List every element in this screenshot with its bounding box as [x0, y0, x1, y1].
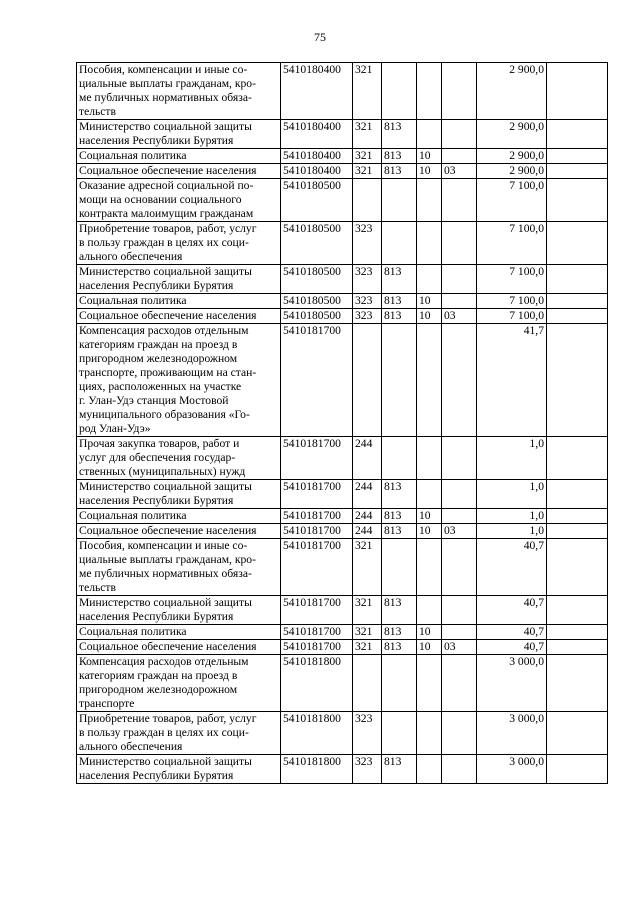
- expense-type-cell: 321: [353, 625, 382, 640]
- amount-cell: 40,7: [477, 539, 547, 596]
- section-cell: [417, 480, 442, 509]
- target-article-cell: 5410181700: [281, 509, 353, 524]
- budget-manager-cell: 813: [382, 309, 417, 324]
- table-row: [77, 480, 608, 509]
- subsection-cell: [442, 596, 477, 625]
- target-article-cell: 5410181800: [281, 655, 353, 712]
- section-cell: 10: [417, 640, 442, 655]
- target-article-cell: 5410181700: [281, 539, 353, 596]
- extra-empty-cell: [547, 179, 608, 222]
- expense-type-cell: 321: [353, 539, 382, 596]
- target-article-cell: 5410181700: [281, 625, 353, 640]
- target-article-cell: 5410181700: [281, 640, 353, 655]
- target-article-cell: 5410180500: [281, 309, 353, 324]
- target-article-cell: 5410180500: [281, 265, 353, 294]
- extra-empty-cell: [547, 712, 608, 755]
- row-name-cell: Оказание адресной социальной по- мощи на основании социального контракта малоимущим гражданам: [77, 179, 281, 222]
- extra-empty-cell: [547, 164, 608, 179]
- budget-manager-cell: [382, 655, 417, 712]
- target-article-cell: 5410180500: [281, 222, 353, 265]
- section-cell: [417, 179, 442, 222]
- row-name-cell: Социальное обеспечение населения: [77, 524, 281, 539]
- expense-type-cell: 244: [353, 437, 382, 480]
- table-row: [77, 437, 608, 480]
- extra-empty-cell: [547, 265, 608, 294]
- budget-manager-cell: [382, 324, 417, 437]
- row-name-cell: Социальное обеспечение населения: [77, 309, 281, 324]
- amount-cell: 1,0: [477, 480, 547, 509]
- extra-empty-cell: [547, 755, 608, 784]
- section-cell: [417, 63, 442, 120]
- expense-type-cell: [353, 324, 382, 437]
- row-name-cell: Компенсация расходов отдельным категориям граждан на проезд в пригородном железнодорожном транспорте: [77, 655, 281, 712]
- section-cell: [417, 712, 442, 755]
- table-row: [77, 324, 608, 437]
- expense-type-cell: 321: [353, 120, 382, 149]
- subsection-cell: [442, 480, 477, 509]
- section-cell: [417, 222, 442, 265]
- extra-empty-cell: [547, 222, 608, 265]
- expense-type-cell: 244: [353, 509, 382, 524]
- expense-type-cell: 321: [353, 596, 382, 625]
- budget-manager-cell: 813: [382, 164, 417, 179]
- budget-manager-cell: [382, 179, 417, 222]
- budget-manager-cell: 813: [382, 265, 417, 294]
- target-article-cell: 5410181700: [281, 480, 353, 509]
- subsection-cell: [442, 63, 477, 120]
- amount-cell: 2 900,0: [477, 120, 547, 149]
- section-cell: [417, 265, 442, 294]
- expense-type-cell: 323: [353, 712, 382, 755]
- section-cell: 10: [417, 524, 442, 539]
- subsection-cell: [442, 120, 477, 149]
- amount-cell: 7 100,0: [477, 309, 547, 324]
- subsection-cell: [442, 222, 477, 265]
- extra-empty-cell: [547, 324, 608, 437]
- section-cell: 10: [417, 625, 442, 640]
- section-cell: 10: [417, 309, 442, 324]
- amount-cell: 1,0: [477, 509, 547, 524]
- row-name-cell: Компенсация расходов отдельным категориям граждан на проезд в пригородном железнодорожном транспорте, проживающим на стан- циях, расположенных на участке г. Улан-Удэ станция Мостовой муниципального образования «Го- род Улан-Удэ»: [77, 324, 281, 437]
- table-row: [77, 222, 608, 265]
- section-cell: 10: [417, 149, 442, 164]
- amount-cell: 3 000,0: [477, 655, 547, 712]
- table-row: [77, 539, 608, 596]
- subsection-cell: [442, 437, 477, 480]
- amount-cell: 40,7: [477, 640, 547, 655]
- expense-type-cell: 321: [353, 640, 382, 655]
- row-name-cell: Министерство социальной защиты населения Республики Бурятия: [77, 265, 281, 294]
- target-article-cell: 5410181700: [281, 524, 353, 539]
- subsection-cell: [442, 294, 477, 309]
- amount-cell: 40,7: [477, 596, 547, 625]
- table-row: [77, 63, 608, 120]
- budget-manager-cell: 813: [382, 509, 417, 524]
- extra-empty-cell: [547, 596, 608, 625]
- target-article-cell: 5410180400: [281, 120, 353, 149]
- amount-cell: 3 000,0: [477, 755, 547, 784]
- budget-manager-cell: 813: [382, 755, 417, 784]
- target-article-cell: 5410180400: [281, 149, 353, 164]
- row-name-cell: Пособия, компенсации и иные со- циальные выплаты гражданам, кро- ме публичных нормативных обяза- тельств: [77, 539, 281, 596]
- table-row: [77, 755, 608, 784]
- amount-cell: 2 900,0: [477, 149, 547, 164]
- section-cell: [417, 539, 442, 596]
- row-name-cell: Приобретение товаров, работ, услуг в пользу граждан в целях их соци- ального обеспечения: [77, 712, 281, 755]
- extra-empty-cell: [547, 437, 608, 480]
- expense-type-cell: 323: [353, 265, 382, 294]
- subsection-cell: [442, 179, 477, 222]
- table-row: [77, 712, 608, 755]
- table-row: [77, 294, 608, 309]
- subsection-cell: [442, 509, 477, 524]
- row-name-cell: Прочая закупка товаров, работ и услуг для обеспечения государ- ственных (муниципальных) нужд: [77, 437, 281, 480]
- row-name-cell: Социальная политика: [77, 149, 281, 164]
- extra-empty-cell: [547, 294, 608, 309]
- section-cell: [417, 120, 442, 149]
- row-name-cell: Социальное обеспечение населения: [77, 164, 281, 179]
- expense-type-cell: 323: [353, 294, 382, 309]
- budget-manager-cell: 813: [382, 596, 417, 625]
- expense-type-cell: 321: [353, 164, 382, 179]
- amount-cell: 7 100,0: [477, 265, 547, 294]
- subsection-cell: [442, 324, 477, 437]
- subsection-cell: 03: [442, 164, 477, 179]
- amount-cell: 3 000,0: [477, 712, 547, 755]
- target-article-cell: 5410180500: [281, 294, 353, 309]
- extra-empty-cell: [547, 149, 608, 164]
- amount-cell: 1,0: [477, 437, 547, 480]
- section-cell: 10: [417, 294, 442, 309]
- extra-empty-cell: [547, 480, 608, 509]
- extra-empty-cell: [547, 120, 608, 149]
- table-row: [77, 164, 608, 179]
- table-row: [77, 655, 608, 712]
- section-cell: 10: [417, 164, 442, 179]
- subsection-cell: 03: [442, 309, 477, 324]
- expense-type-cell: 321: [353, 63, 382, 120]
- row-name-cell: Пособия, компенсации и иные со- циальные выплаты гражданам, кро- ме публичных нормативных обяза- тельств: [77, 63, 281, 120]
- extra-empty-cell: [547, 63, 608, 120]
- section-cell: [417, 655, 442, 712]
- target-article-cell: 5410181800: [281, 712, 353, 755]
- row-name-cell: Министерство социальной защиты населения Республики Бурятия: [77, 120, 281, 149]
- budget-manager-cell: [382, 63, 417, 120]
- section-cell: [417, 755, 442, 784]
- extra-empty-cell: [547, 509, 608, 524]
- budget-manager-cell: 813: [382, 625, 417, 640]
- row-name-cell: Социальная политика: [77, 625, 281, 640]
- extra-empty-cell: [547, 640, 608, 655]
- page-number: 75: [314, 30, 326, 44]
- budget-manager-cell: 813: [382, 120, 417, 149]
- section-cell: 10: [417, 509, 442, 524]
- expense-type-cell: 323: [353, 222, 382, 265]
- target-article-cell: 5410181800: [281, 755, 353, 784]
- expense-type-cell: [353, 655, 382, 712]
- table-row: [77, 179, 608, 222]
- budget-manager-cell: [382, 539, 417, 596]
- row-name-cell: Министерство социальной защиты населения Республики Бурятия: [77, 596, 281, 625]
- target-article-cell: 5410181700: [281, 324, 353, 437]
- budget-manager-cell: 813: [382, 640, 417, 655]
- expense-type-cell: 323: [353, 309, 382, 324]
- section-cell: [417, 596, 442, 625]
- expense-type-cell: 244: [353, 480, 382, 509]
- subsection-cell: [442, 265, 477, 294]
- table-row: [77, 309, 608, 324]
- budget-manager-cell: 813: [382, 524, 417, 539]
- amount-cell: 40,7: [477, 625, 547, 640]
- subsection-cell: [442, 755, 477, 784]
- budget-table-body: [77, 63, 608, 784]
- target-article-cell: 5410181700: [281, 596, 353, 625]
- row-name-cell: Социальная политика: [77, 294, 281, 309]
- budget-table: [76, 62, 608, 784]
- target-article-cell: 5410181700: [281, 437, 353, 480]
- table-row: [77, 265, 608, 294]
- budget-manager-cell: 813: [382, 149, 417, 164]
- row-name-cell: Социальное обеспечение населения: [77, 640, 281, 655]
- target-article-cell: 5410180500: [281, 179, 353, 222]
- row-name-cell: Приобретение товаров, работ, услуг в пользу граждан в целях их соци- ального обеспечения: [77, 222, 281, 265]
- expense-type-cell: 321: [353, 149, 382, 164]
- subsection-cell: [442, 149, 477, 164]
- extra-empty-cell: [547, 625, 608, 640]
- table-row: [77, 149, 608, 164]
- table-row: [77, 625, 608, 640]
- extra-empty-cell: [547, 539, 608, 596]
- amount-cell: 2 900,0: [477, 63, 547, 120]
- target-article-cell: 5410180400: [281, 164, 353, 179]
- budget-manager-cell: [382, 712, 417, 755]
- amount-cell: 7 100,0: [477, 222, 547, 265]
- row-name-cell: Министерство социальной защиты населения Республики Бурятия: [77, 480, 281, 509]
- subsection-cell: [442, 712, 477, 755]
- table-row: [77, 120, 608, 149]
- table-row: [77, 596, 608, 625]
- target-article-cell: 5410180400: [281, 63, 353, 120]
- expense-type-cell: 244: [353, 524, 382, 539]
- section-cell: [417, 437, 442, 480]
- budget-manager-cell: 813: [382, 480, 417, 509]
- section-cell: [417, 324, 442, 437]
- amount-cell: 7 100,0: [477, 179, 547, 222]
- subsection-cell: 03: [442, 524, 477, 539]
- subsection-cell: [442, 655, 477, 712]
- subsection-cell: [442, 625, 477, 640]
- amount-cell: 2 900,0: [477, 164, 547, 179]
- budget-manager-cell: [382, 437, 417, 480]
- extra-empty-cell: [547, 524, 608, 539]
- table-row: [77, 524, 608, 539]
- table-row: [77, 640, 608, 655]
- table-row: [77, 509, 608, 524]
- extra-empty-cell: [547, 655, 608, 712]
- amount-cell: 1,0: [477, 524, 547, 539]
- row-name-cell: Социальная политика: [77, 509, 281, 524]
- budget-manager-cell: 813: [382, 294, 417, 309]
- subsection-cell: [442, 539, 477, 596]
- extra-empty-cell: [547, 309, 608, 324]
- amount-cell: 7 100,0: [477, 294, 547, 309]
- expense-type-cell: [353, 179, 382, 222]
- budget-manager-cell: [382, 222, 417, 265]
- row-name-cell: Министерство социальной защиты населения Республики Бурятия: [77, 755, 281, 784]
- subsection-cell: 03: [442, 640, 477, 655]
- expense-type-cell: 323: [353, 755, 382, 784]
- amount-cell: 41,7: [477, 324, 547, 437]
